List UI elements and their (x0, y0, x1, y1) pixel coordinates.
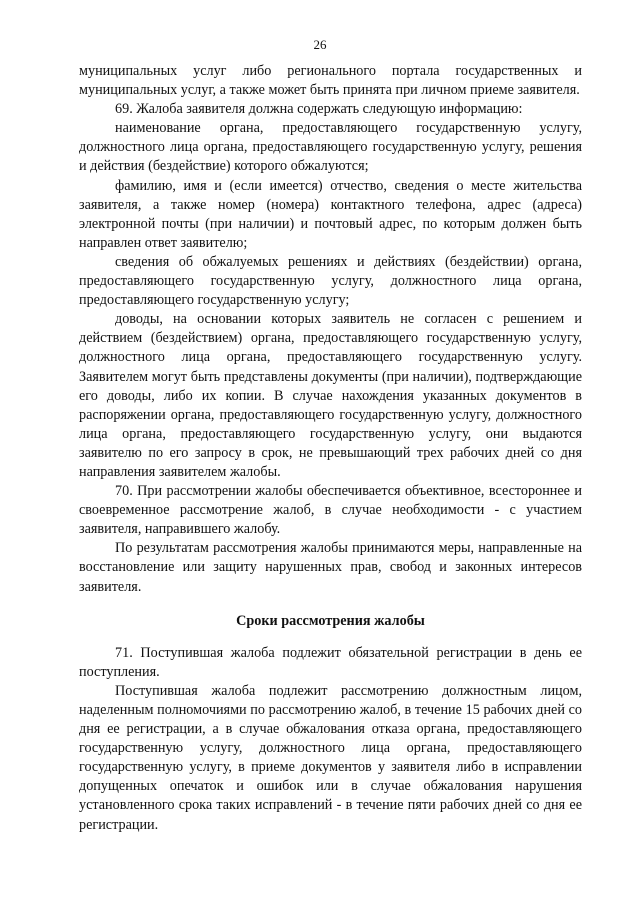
paragraph-organ-name: наименование органа, предоставляющего государственную услугу, должностного лица органа, предоставляющего государственную услугу, решения и действия (бездействие) которого обжалуются; (79, 120, 582, 175)
paragraph-item-70: 70. При рассмотрении жалобы обеспечивается объективное, всестороннее и своевременное рассмотрение жалоб, в случае необходимости - с участием заявителя, направившего жалобу. (79, 483, 582, 538)
paragraph-continuation: муниципальных услуг либо регионального портала государственных и муниципальных услуг, а также может быть принята при личном приеме заявителя. (79, 63, 582, 99)
section-heading: Сроки рассмотрения жалобы (236, 612, 425, 629)
paragraph-applicant-details: фамилию, имя и (если имеется) отчество, сведения о месте жительства заявителя, а также номер (номера) контактного телефона, адрес (адреса) электронной почты (при наличии) и почтовый адрес, по которым должен быть направлен ответ заявителю; (79, 177, 582, 251)
paragraph-review-terms: Поступившая жалоба подлежит рассмотрению должностным лицом, наделенным полномочиями по рассмотрению жалоб, в течение 15 рабочих дней со дня ее регистрации, а в случае обжалования отказа органа, предоставляющего государственную услугу, должностного лица органа, предоставляющего государственную услугу, в приеме документов у заявителя либо в исправлении допущенных опечаток и ошибок или в случае обжалования нарушения установленного срока таких исправлений - в течение пяти рабочих дней со дня ее регистрации. (79, 682, 582, 833)
paragraph-results: По результатам рассмотрения жалобы принимаются меры, направленные на восстановление или защиту нарушенных прав, свобод и законных интересов заявителя. (79, 540, 582, 595)
paragraph-arguments: доводы, на основании которых заявитель не согласен с решением и действием (бездействием) органа, предоставляющего государственную услугу, должностного лица органа, предоставляющего государственную услугу. Заявителем могут быть представлены документы (при наличии), подтверждающие его доводы, либо их копии. В случае нахождения указанных документов в распоряжении органа, предоставляющего государственную услугу, должностного лица органа, предоставляющего государственную услугу, они выдаются заявителю по его запросу в срок, не превышающий трех рабочих дней со дня направления заявителем жалобы. (79, 311, 582, 480)
page-number: 26 (313, 37, 327, 52)
paragraph-appealed-decisions: сведения об обжалуемых решениях и действиях (бездействии) органа, предоставляющего государственную услугу, должностного лица органа, предоставляющего государственную услугу; (79, 253, 582, 309)
paragraph-item-71: 71. Поступившая жалоба подлежит обязательной регистрации в день ее поступления. (79, 644, 582, 680)
paragraph-item-69: 69. Жалоба заявителя должна содержать следующую информацию: (115, 101, 523, 118)
document-body (79, 62, 582, 835)
